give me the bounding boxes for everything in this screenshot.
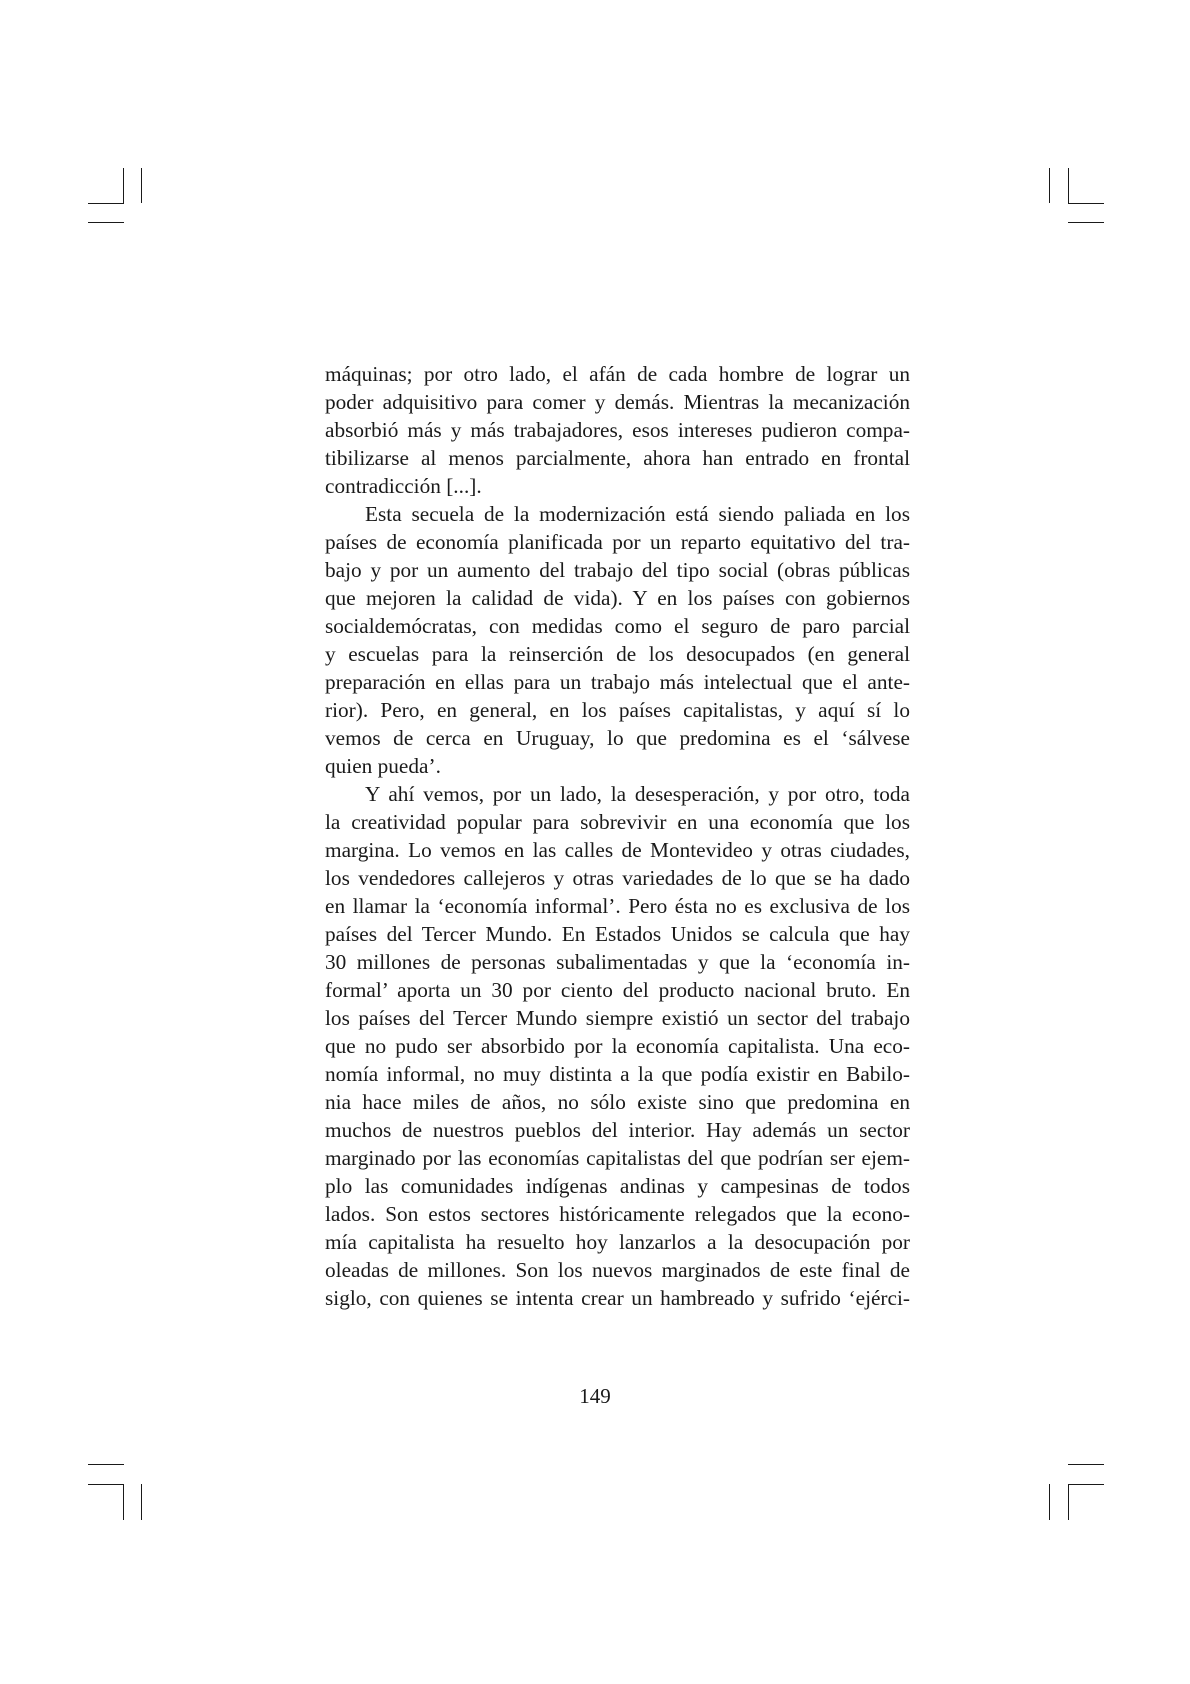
crop-mark: [1068, 222, 1104, 223]
text-line: marginado por las economías capitalistas del que podrían ser ejem-: [325, 1146, 910, 1170]
text-line: lados. Son estos sectores históricamente relegados que la econo-: [325, 1202, 910, 1226]
crop-mark: [123, 1484, 124, 1520]
text-line: nia hace miles de años, no sólo existe sino que predomina en: [325, 1090, 910, 1114]
text-line: formal’ aporta un 30 por ciento del producto nacional bruto. En: [325, 978, 910, 1002]
text-line: socialdemócratas, con medidas como el seguro de paro parcial: [325, 614, 910, 638]
text-line: plo las comunidades indígenas andinas y campesinas de todos: [325, 1174, 910, 1198]
text-line: 30 millones de personas subalimentadas y que la ‘economía in-: [325, 950, 910, 974]
text-line: países del Tercer Mundo. En Estados Unidos se calcula que hay: [325, 922, 910, 946]
crop-mark: [88, 1484, 124, 1485]
text-line: oleadas de millones. Son los nuevos marginados de este final de: [325, 1258, 910, 1282]
text-line: los países del Tercer Mundo siempre existió un sector del trabajo: [325, 1006, 910, 1030]
text-line: bajo y por un aumento del trabajo del tipo social (obras públicas: [325, 558, 910, 582]
crop-mark: [88, 1464, 124, 1465]
text-line: muchos de nuestros pueblos del interior. Hay además un sector: [325, 1118, 910, 1142]
text-line: margina. Lo vemos en las calles de Montevideo y otras ciudades,: [325, 838, 910, 862]
text-line: siglo, con quienes se intenta crear un hambreado y sufrido ‘ejérci-: [325, 1286, 910, 1310]
text-line: tibilizarse al menos parcialmente, ahora han entrado en frontal: [325, 446, 910, 470]
text-line: poder adquisitivo para comer y demás. Mientras la mecanización: [325, 390, 910, 414]
crop-mark: [123, 168, 124, 203]
text-line: contradicción [...].: [325, 474, 482, 498]
text-line: máquinas; por otro lado, el afán de cada hombre de lograr un: [325, 362, 910, 386]
text-line: en llamar la ‘economía informal’. Pero ésta no es exclusiva de los: [325, 894, 910, 918]
body-text: [325, 360, 910, 1312]
crop-mark: [1068, 1484, 1104, 1485]
text-line: preparación en ellas para un trabajo más intelectual que el ante-: [325, 670, 910, 694]
crop-mark: [141, 1484, 142, 1520]
crop-mark: [1049, 168, 1050, 203]
page-number: 149: [579, 1384, 611, 1408]
text-line: nomía informal, no muy distinta a la que podía existir en Babilo-: [325, 1062, 910, 1086]
crop-mark: [1068, 203, 1104, 204]
text-line: vemos de cerca en Uruguay, lo que predomina es el ‘sálvese: [325, 726, 910, 750]
crop-mark: [88, 222, 124, 223]
crop-mark: [1068, 1464, 1104, 1465]
text-line: la creatividad popular para sobrevivir en una economía que los: [325, 810, 910, 834]
text-line: mía capitalista ha resuelto hoy lanzarlos a la desocupación por: [325, 1230, 910, 1254]
text-line: rior). Pero, en general, en los países capitalistas, y aquí sí lo: [325, 698, 910, 722]
text-line: que mejoren la calidad de vida). Y en los países con gobiernos: [325, 586, 910, 610]
text-line: los vendedores callejeros y otras variedades de lo que se ha dado: [325, 866, 910, 890]
text-line: absorbió más y más trabajadores, esos intereses pudieron compa-: [325, 418, 910, 442]
crop-mark: [141, 168, 142, 203]
text-line: quien pueda’.: [325, 754, 441, 778]
crop-mark: [1068, 168, 1069, 203]
text-line: y escuelas para la reinserción de los desocupados (en general: [325, 642, 910, 666]
crop-mark: [1049, 1484, 1050, 1520]
text-line: Esta secuela de la modernización está siendo paliada en los: [365, 502, 910, 526]
text-line: que no pudo ser absorbido por la economía capitalista. Una eco-: [325, 1034, 910, 1058]
crop-mark: [88, 203, 124, 204]
text-line: países de economía planificada por un reparto equitativo del tra-: [325, 530, 910, 554]
crop-mark: [1068, 1484, 1069, 1520]
text-line: Y ahí vemos, por un lado, la desesperación, y por otro, toda: [365, 782, 910, 806]
